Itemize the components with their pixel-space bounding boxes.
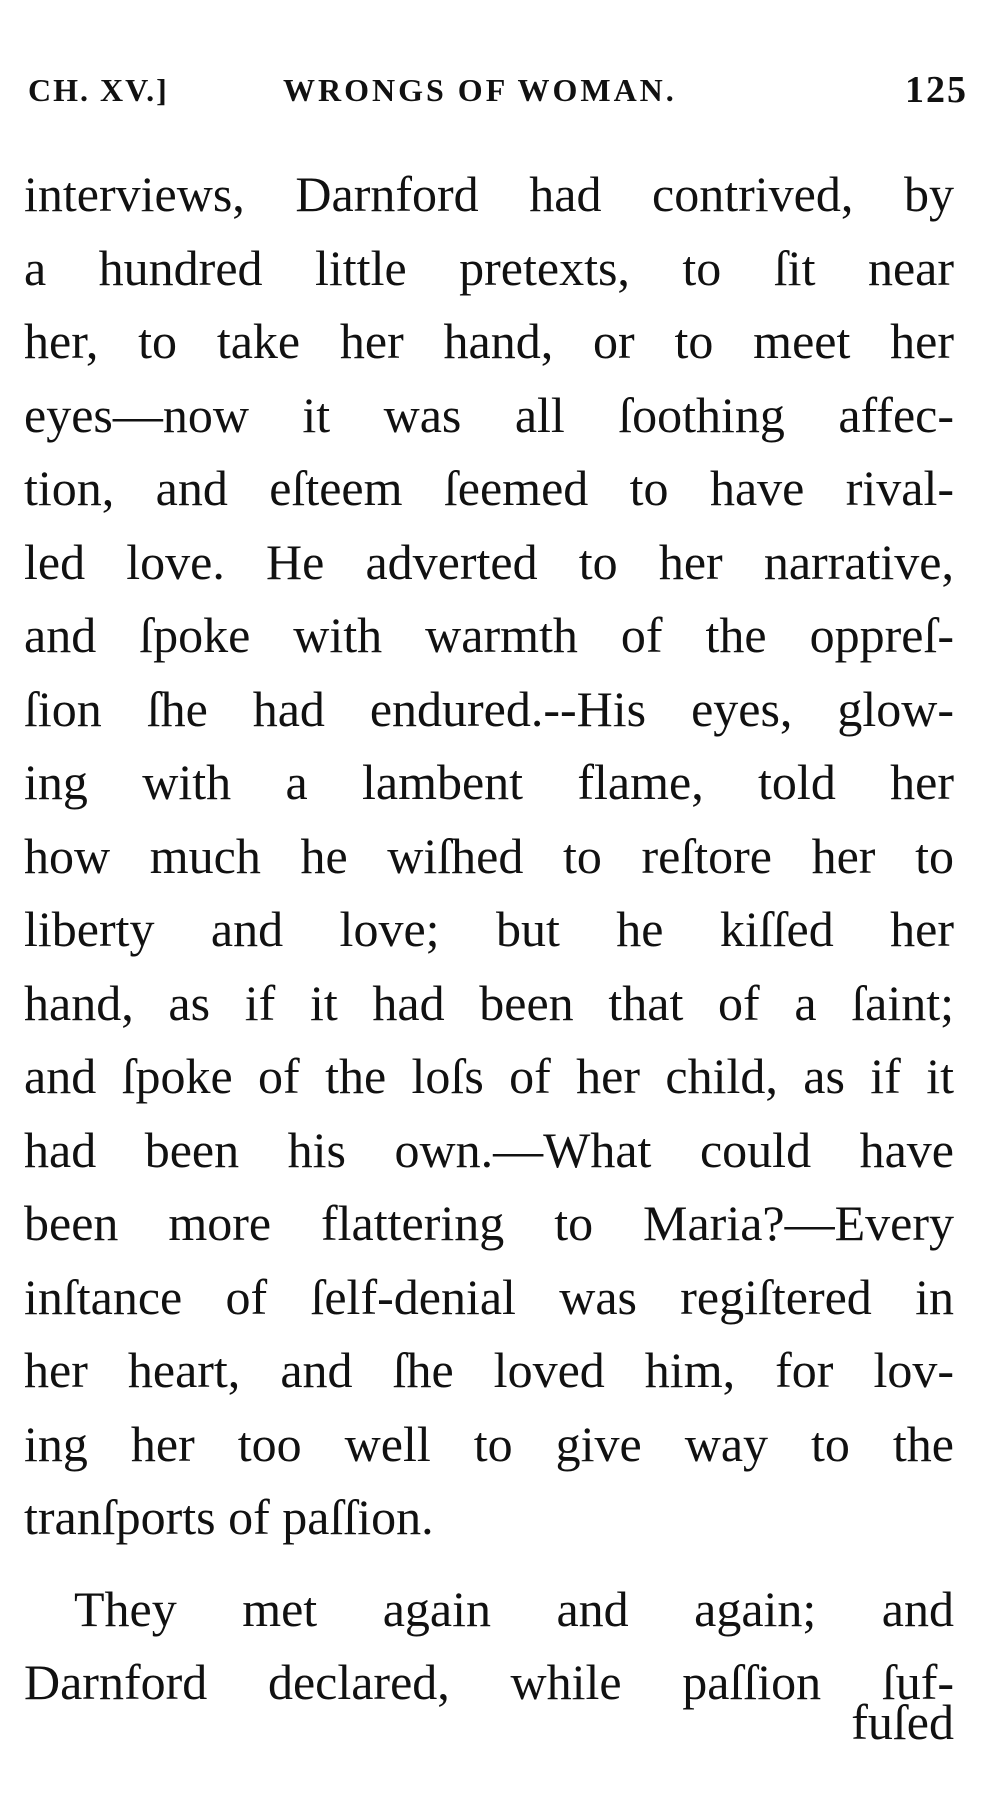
text-line: led love. He adverted to her narrative, [24, 533, 954, 590]
paragraph-1 [24, 158, 954, 1555]
paragraph-gap [24, 1555, 954, 1573]
catchword: fuſed [851, 1694, 954, 1750]
chapter-label: CH. XV.] [28, 72, 169, 108]
text-line: ing her too well to give way to the [24, 1415, 954, 1472]
running-title: WRONGS OF WOMAN. [283, 72, 677, 108]
text-line: her, to take her hand, or to meet her [24, 313, 954, 369]
text-line: had been his own.—What could have [24, 1121, 954, 1178]
text-line: They met again and again; and [74, 1580, 954, 1637]
text-line: interviews, Darnford had contrived, by [24, 166, 954, 222]
text-line: Darnford declared, while paſſion ſuf- [24, 1654, 954, 1710]
text-line: a hundred little pretexts, to ſit near [24, 239, 954, 296]
text-line: inſtance of ſelf-denial was regiſtered in [24, 1268, 954, 1325]
page-number: 125 [905, 69, 968, 111]
text-line: tranſports of paſſion. [24, 1489, 434, 1545]
text-line: how much he wiſhed to reſtore her to [24, 827, 954, 884]
running-head [28, 60, 968, 120]
text-line: her heart, and ſhe loved him, for lov- [24, 1342, 954, 1398]
text-line: tion, and eſteem ſeemed to have rival- [24, 460, 954, 516]
text-line: hand, as if it had been that of a ſaint; [24, 974, 954, 1031]
text-line: liberty and love; but he kiſſed her [24, 901, 954, 957]
text-line: eyes—now it was all ſoothing affec- [24, 386, 954, 443]
text-line: and ſpoke of the loſs of her child, as if it [24, 1048, 954, 1104]
text-line: ing with a lambent flame, told her [24, 754, 954, 810]
text-line: been more flattering to Maria?—Every [24, 1195, 954, 1251]
body-text [24, 158, 954, 1720]
text-line: and ſpoke with warmth of the oppreſ- [24, 607, 954, 663]
paragraph-2 [24, 1573, 954, 1720]
text-line: ſion ſhe had endured.--His eyes, glow- [24, 680, 954, 737]
